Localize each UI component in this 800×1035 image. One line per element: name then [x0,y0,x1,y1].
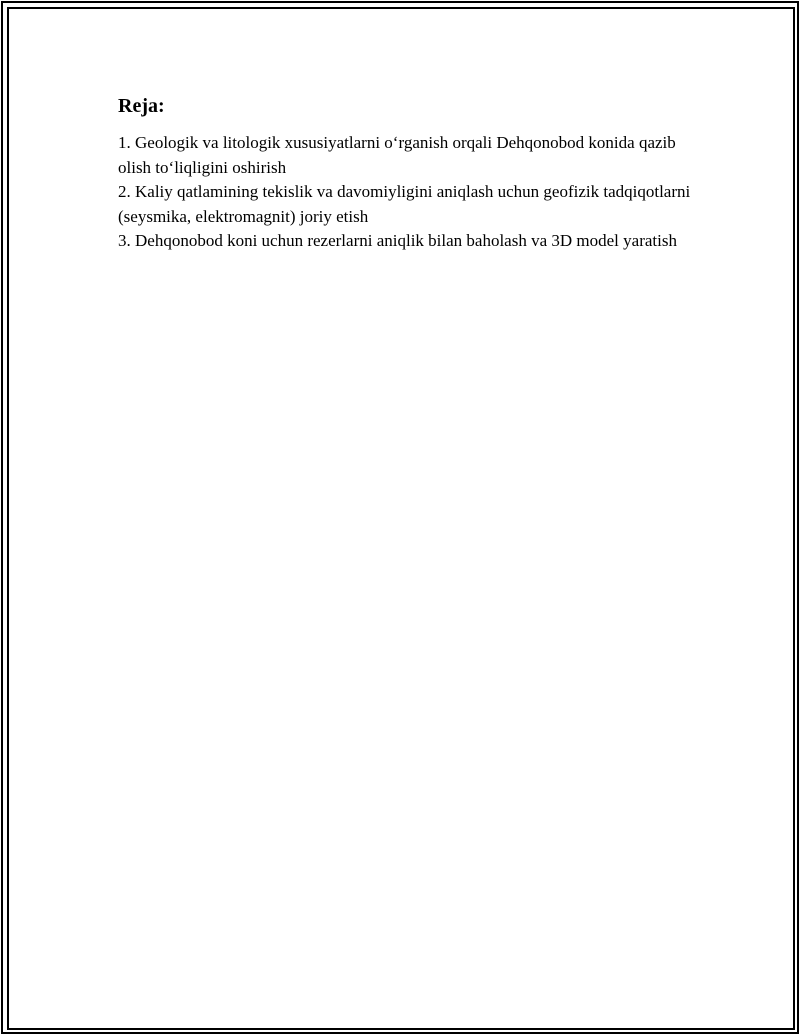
plan-heading: Reja: [118,95,165,117]
page-content [118,94,698,254]
plan-list [118,131,698,254]
plan-item-3: 3. Dehqonobod koni uchun rezerlarni aniqlik bilan baholash va 3D model yaratish [118,231,677,250]
plan-item-1: 1. Geologik va litologik xususiyatlarni o‘rganish orqali Dehqonobod konida qazib olish to‘liqligini oshirish [118,133,676,177]
plan-item-2: 2. Kaliy qatlamining tekislik va davomiyligini aniqlash uchun geofizik tadqiqotlarni (seysmika, elektromagnit) joriy etish [118,182,691,226]
